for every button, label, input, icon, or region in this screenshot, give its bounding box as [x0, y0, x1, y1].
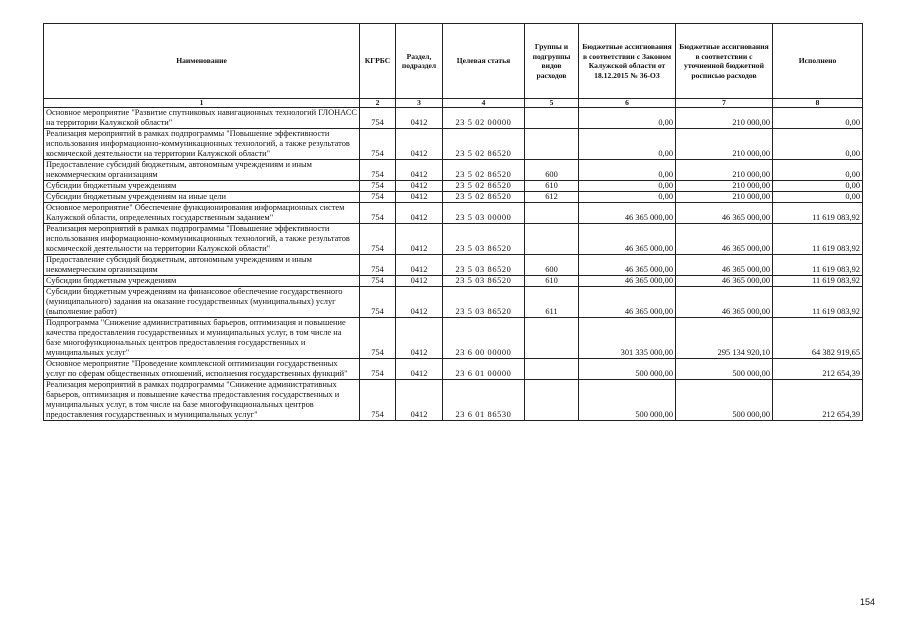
- row-target-cell: 23 5 03 86520: [443, 224, 525, 255]
- row-kgrbs-cell: 754: [360, 318, 396, 359]
- table-row: [44, 181, 863, 192]
- row-target-cell: 23 5 03 86520: [443, 255, 525, 276]
- row-refined-amount-cell: 46 365 000,00: [676, 276, 773, 287]
- row-name-cell: Реализация мероприятий в рамках подпрограммы "Повышение эффективности использования информационно-коммуникационных технологий, а также результатов космической деятельности на территории Калужской области": [44, 224, 360, 255]
- header-kgrbs: КГРБС: [360, 24, 396, 99]
- header-name: Наименование: [44, 24, 360, 99]
- row-law-amount-cell: 46 365 000,00: [579, 255, 676, 276]
- row-refined-amount-cell: 46 365 000,00: [676, 203, 773, 224]
- header-target: Целевая статья: [443, 24, 525, 99]
- budget-table-sheet: [43, 23, 862, 421]
- row-law-amount-cell: 500 000,00: [579, 359, 676, 380]
- header-section: Раздел, подраздел: [396, 24, 443, 99]
- row-law-amount-cell: 0,00: [579, 129, 676, 160]
- row-kgrbs-cell: 754: [360, 359, 396, 380]
- row-target-cell: 23 6 00 00000: [443, 318, 525, 359]
- row-law-amount-cell: 301 335 000,00: [579, 318, 676, 359]
- row-refined-amount-cell: 46 365 000,00: [676, 287, 773, 318]
- table-row: [44, 192, 863, 203]
- row-name-cell: Подпрограмма "Снижение административных барьеров, оптимизация и повышение качества предоставления государственных и муниципальных услуг, в том числе на базе многофункциональных центров предоставления государственных и муниципальных услуг": [44, 318, 360, 359]
- table-row: [44, 108, 863, 129]
- row-name-cell: Реализация мероприятий в рамках подпрограммы "Снижение административных барьеров, оптимизация и повышение качества предоставления государственных и муниципальных услуг, в том числе на базе многофункциональных центров предоставления государственных и муниципальных услуг": [44, 380, 360, 421]
- row-kgrbs-cell: 754: [360, 203, 396, 224]
- row-group-cell: 600: [525, 255, 579, 276]
- row-executed-amount-cell: 64 382 919,65: [773, 318, 863, 359]
- row-group-cell: 611: [525, 287, 579, 318]
- row-group-cell: [525, 224, 579, 255]
- column-number: 6: [579, 99, 676, 108]
- row-kgrbs-cell: 754: [360, 255, 396, 276]
- header-refined: Бюджетные ассигнования в соответствии с уточненной бюджетной росписью расходов: [676, 24, 773, 99]
- row-executed-amount-cell: 212 654,39: [773, 380, 863, 421]
- row-executed-amount-cell: 212 654,39: [773, 359, 863, 380]
- table-row: [44, 160, 863, 181]
- row-executed-amount-cell: 0,00: [773, 160, 863, 181]
- row-group-cell: [525, 129, 579, 160]
- row-section-cell: 0412: [396, 359, 443, 380]
- row-name-cell: Основное мероприятие" Обеспечение функционирования информационных систем Калужской области, определенных государственным заданием": [44, 203, 360, 224]
- row-section-cell: 0412: [396, 181, 443, 192]
- row-target-cell: 23 5 03 86520: [443, 287, 525, 318]
- row-kgrbs-cell: 754: [360, 160, 396, 181]
- row-target-cell: 23 5 02 86520: [443, 129, 525, 160]
- row-refined-amount-cell: 210 000,00: [676, 108, 773, 129]
- row-executed-amount-cell: 11 619 083,92: [773, 224, 863, 255]
- row-executed-amount-cell: 11 619 083,92: [773, 276, 863, 287]
- row-target-cell: 23 6 01 00000: [443, 359, 525, 380]
- row-name-cell: Реализация мероприятий в рамках подпрограммы "Повышение эффективности использования информационно-коммуникационных технологий, а также результатов космической деятельности на территории Калужской области": [44, 129, 360, 160]
- row-executed-amount-cell: 0,00: [773, 108, 863, 129]
- row-refined-amount-cell: 210 000,00: [676, 192, 773, 203]
- row-refined-amount-cell: 46 365 000,00: [676, 255, 773, 276]
- row-target-cell: 23 5 03 00000: [443, 203, 525, 224]
- row-section-cell: 0412: [396, 160, 443, 181]
- row-section-cell: 0412: [396, 224, 443, 255]
- table-row: [44, 129, 863, 160]
- row-kgrbs-cell: 754: [360, 192, 396, 203]
- row-section-cell: 0412: [396, 192, 443, 203]
- row-kgrbs-cell: 754: [360, 181, 396, 192]
- row-section-cell: 0412: [396, 108, 443, 129]
- row-name-cell: Предоставление субсидий бюджетным, автономным учреждениям и иным некоммерческим организациям: [44, 255, 360, 276]
- row-law-amount-cell: 46 365 000,00: [579, 203, 676, 224]
- row-section-cell: 0412: [396, 255, 443, 276]
- row-law-amount-cell: 0,00: [579, 192, 676, 203]
- row-target-cell: 23 5 02 86520: [443, 160, 525, 181]
- column-number: 3: [396, 99, 443, 108]
- row-kgrbs-cell: 754: [360, 129, 396, 160]
- row-law-amount-cell: 46 365 000,00: [579, 276, 676, 287]
- row-target-cell: 23 5 02 86520: [443, 181, 525, 192]
- row-group-cell: 610: [525, 181, 579, 192]
- row-group-cell: 600: [525, 160, 579, 181]
- row-executed-amount-cell: 11 619 083,92: [773, 203, 863, 224]
- row-refined-amount-cell: 295 134 920,10: [676, 318, 773, 359]
- row-target-cell: 23 5 02 00000: [443, 108, 525, 129]
- budget-execution-table: [43, 23, 863, 421]
- page-number: 154: [859, 597, 875, 607]
- column-number: 8: [773, 99, 863, 108]
- header-groups: Группы и подгруппы видов расходов: [525, 24, 579, 99]
- table-row: [44, 359, 863, 380]
- table-body: [44, 108, 863, 421]
- row-refined-amount-cell: 46 365 000,00: [676, 224, 773, 255]
- row-group-cell: [525, 203, 579, 224]
- row-kgrbs-cell: 754: [360, 380, 396, 421]
- row-section-cell: 0412: [396, 380, 443, 421]
- row-refined-amount-cell: 210 000,00: [676, 181, 773, 192]
- row-executed-amount-cell: 0,00: [773, 181, 863, 192]
- column-number: 2: [360, 99, 396, 108]
- table-row: [44, 224, 863, 255]
- column-number-row: [44, 99, 863, 108]
- row-law-amount-cell: 46 365 000,00: [579, 224, 676, 255]
- row-kgrbs-cell: 754: [360, 108, 396, 129]
- row-law-amount-cell: 500 000,00: [579, 380, 676, 421]
- table-row: [44, 255, 863, 276]
- row-refined-amount-cell: 210 000,00: [676, 160, 773, 181]
- table-row: [44, 203, 863, 224]
- row-section-cell: 0412: [396, 276, 443, 287]
- row-group-cell: [525, 380, 579, 421]
- column-number: 7: [676, 99, 773, 108]
- row-law-amount-cell: 46 365 000,00: [579, 287, 676, 318]
- row-group-cell: 610: [525, 276, 579, 287]
- table-row: [44, 380, 863, 421]
- header-row: [44, 24, 863, 99]
- row-executed-amount-cell: 0,00: [773, 129, 863, 160]
- column-number: 5: [525, 99, 579, 108]
- row-group-cell: [525, 108, 579, 129]
- row-group-cell: [525, 318, 579, 359]
- row-kgrbs-cell: 754: [360, 276, 396, 287]
- table-row: [44, 276, 863, 287]
- row-executed-amount-cell: 0,00: [773, 192, 863, 203]
- table-row: [44, 287, 863, 318]
- row-section-cell: 0412: [396, 318, 443, 359]
- row-group-cell: [525, 359, 579, 380]
- row-law-amount-cell: 0,00: [579, 181, 676, 192]
- row-name-cell: Субсидии бюджетным учреждениям на иные цели: [44, 192, 360, 203]
- row-name-cell: Основное мероприятие "Проведение комплексной оптимизации государственных услуг по сферам общественных отношений, исполнения государственных функций": [44, 359, 360, 380]
- column-number: 4: [443, 99, 525, 108]
- column-number: 1: [44, 99, 360, 108]
- row-target-cell: 23 5 03 86520: [443, 276, 525, 287]
- row-section-cell: 0412: [396, 287, 443, 318]
- row-name-cell: Субсидии бюджетным учреждениям: [44, 276, 360, 287]
- row-name-cell: Субсидии бюджетным учреждениям на финансовое обеспечение государственного (муниципального) задания на оказание государственных (муниципальных) услуг (выполнение работ): [44, 287, 360, 318]
- header-law: Бюджетные ассигнования в соответствии с Законом Калужской области от 18.12.2015 № 36-ОЗ: [579, 24, 676, 99]
- row-name-cell: Предоставление субсидий бюджетным, автономным учреждениям и иным некоммерческим организациям: [44, 160, 360, 181]
- row-name-cell: Основное мероприятие "Развитие спутниковых навигационных технологий ГЛОНАСС на территории Калужской области": [44, 108, 360, 129]
- row-kgrbs-cell: 754: [360, 287, 396, 318]
- row-section-cell: 0412: [396, 129, 443, 160]
- header-executed: Исполнено: [773, 24, 863, 99]
- row-group-cell: 612: [525, 192, 579, 203]
- row-law-amount-cell: 0,00: [579, 108, 676, 129]
- row-section-cell: 0412: [396, 203, 443, 224]
- row-target-cell: 23 6 01 86530: [443, 380, 525, 421]
- table-row: [44, 318, 863, 359]
- row-target-cell: 23 5 02 86520: [443, 192, 525, 203]
- row-refined-amount-cell: 500 000,00: [676, 380, 773, 421]
- row-executed-amount-cell: 11 619 083,92: [773, 255, 863, 276]
- row-kgrbs-cell: 754: [360, 224, 396, 255]
- row-law-amount-cell: 0,00: [579, 160, 676, 181]
- row-refined-amount-cell: 210 000,00: [676, 129, 773, 160]
- row-name-cell: Субсидии бюджетным учреждениям: [44, 181, 360, 192]
- row-refined-amount-cell: 500 000,00: [676, 359, 773, 380]
- row-executed-amount-cell: 11 619 083,92: [773, 287, 863, 318]
